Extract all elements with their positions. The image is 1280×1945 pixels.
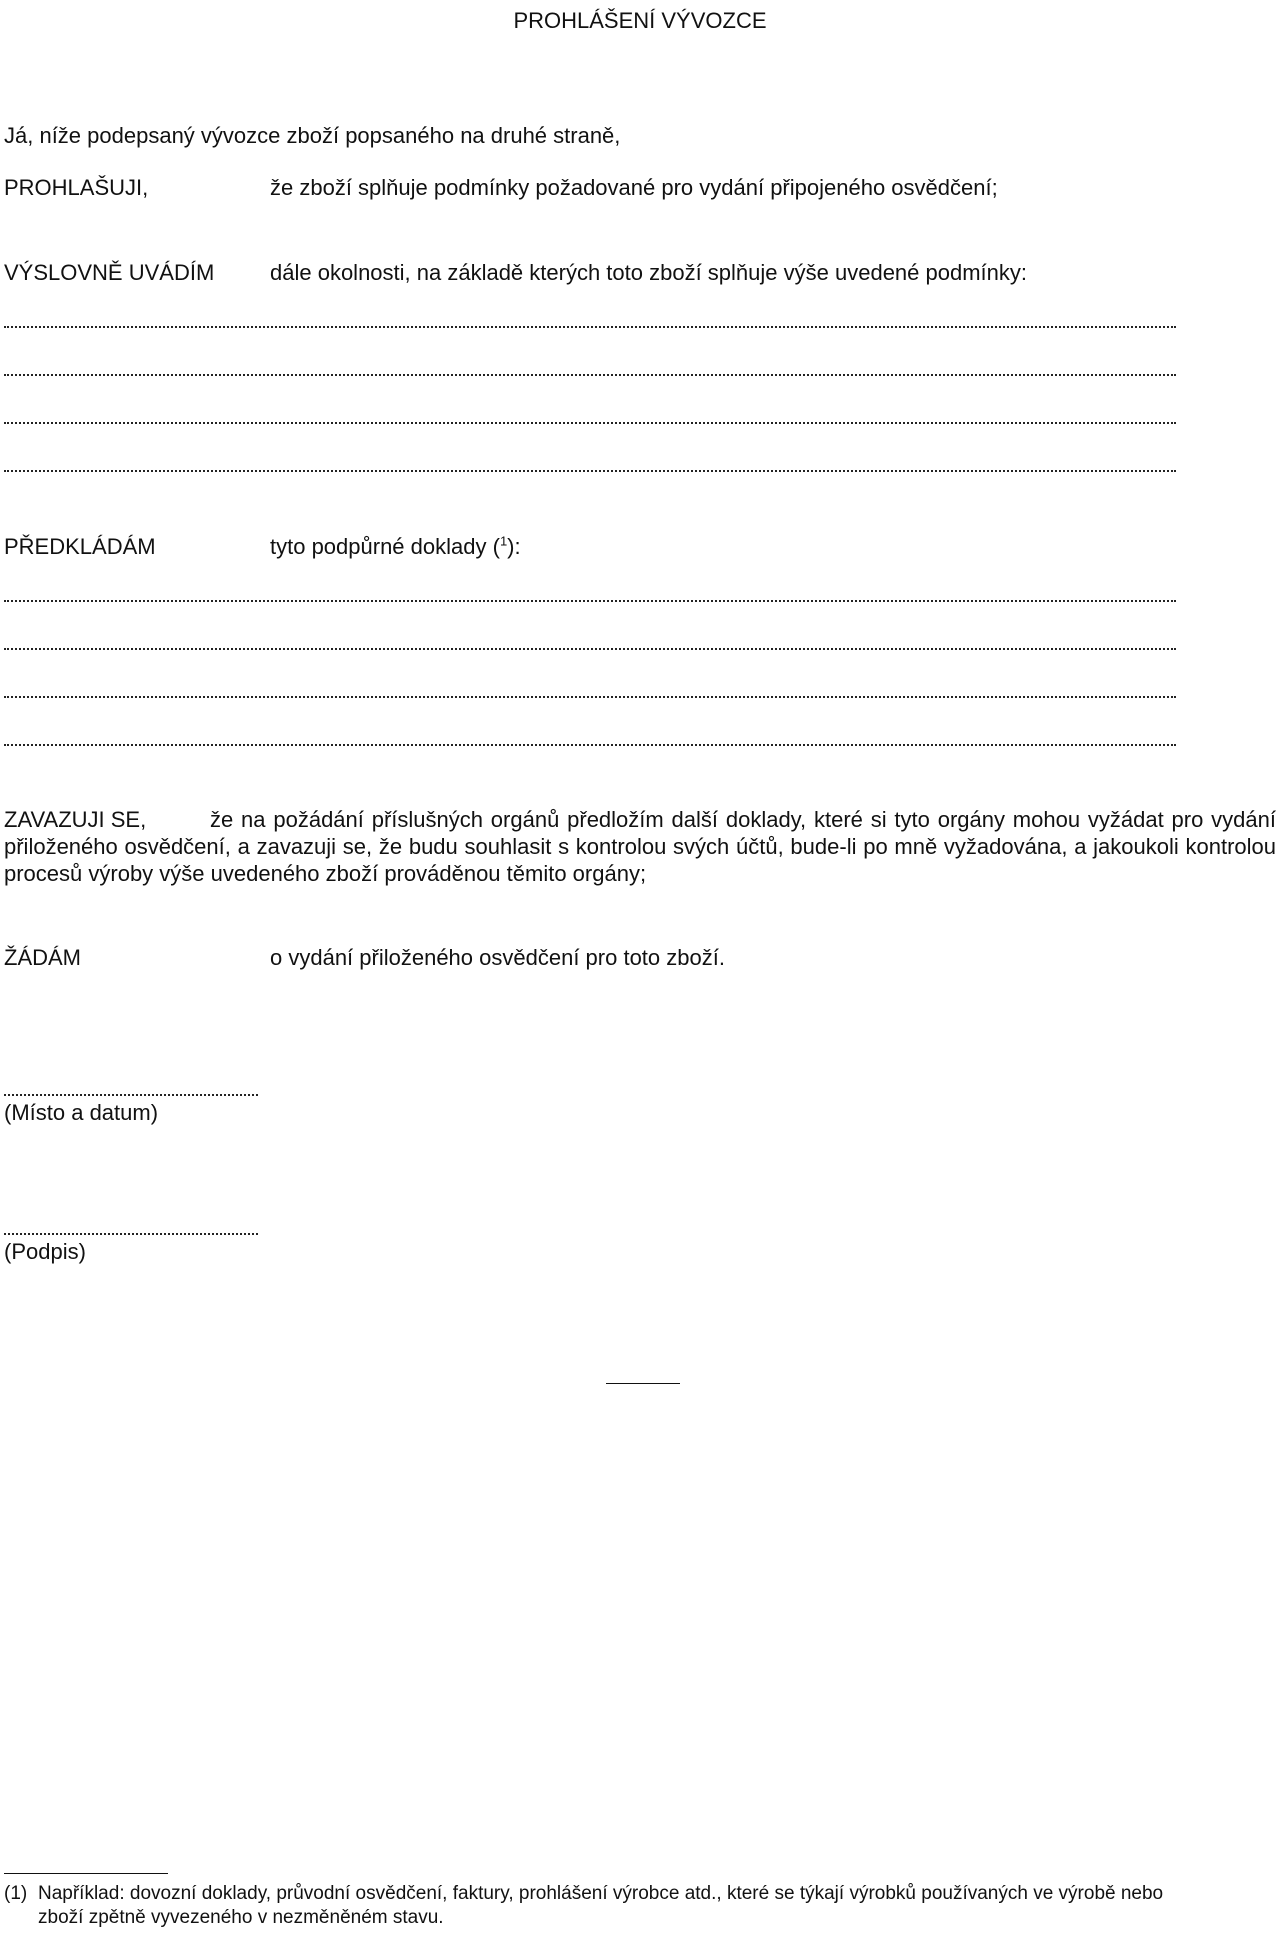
request-label: ŽÁDÁM bbox=[4, 945, 81, 970]
undertake-paragraph bbox=[4, 806, 1276, 887]
declare-label: PROHLAŠUJI, bbox=[4, 175, 149, 200]
circumstances-line-4[interactable] bbox=[4, 470, 1176, 472]
signature-line[interactable] bbox=[4, 1233, 258, 1235]
footnote-line-2: zboží zpětně vyvezeného v nezměněném stavu. bbox=[38, 1907, 444, 1928]
page-title: PROHLÁŠENÍ VÝVOZCE bbox=[513, 8, 767, 33]
undertake-text: že na požádání příslušných orgánů předložím další doklady, které si tyto orgány mohou vyžádat pro vydání přiloženého osvědčení, a zavazuji se, že budu souhlasit s kontrolou svých účtů, bude-li po mně vyžadována, a jakoukoli kontrolou procesů výroby výše uvedeného zboží prováděnou těmito orgány; bbox=[4, 807, 1276, 886]
footnote-ref: 1 bbox=[499, 533, 508, 549]
documents-line-1[interactable] bbox=[4, 600, 1176, 602]
documents-line-4[interactable] bbox=[4, 744, 1176, 746]
section-end-rule bbox=[606, 1383, 680, 1384]
submit-text: tyto podpůrné doklady ($^1$): bbox=[270, 533, 521, 559]
undertake-label: ZAVAZUJI SE, bbox=[4, 807, 147, 832]
circumstances-line-3[interactable] bbox=[4, 422, 1176, 424]
documents-line-3[interactable] bbox=[4, 696, 1176, 698]
state-text: dále okolnosti, na základě kterých toto zboží splňuje výše uvedené podmínky: bbox=[270, 260, 1028, 285]
footnote-line-1: Například: dovozní doklady, průvodní osvědčení, faktury, prohlášení výrobce atd., které se týkají výrobků používaných ve výrobě nebo bbox=[38, 1883, 1164, 1904]
circumstances-line-1[interactable] bbox=[4, 326, 1176, 328]
footnote bbox=[4, 1882, 1276, 1930]
footnote-rule bbox=[4, 1873, 168, 1874]
circumstances-line-2[interactable] bbox=[4, 374, 1176, 376]
footnote-mark: (1) bbox=[4, 1883, 28, 1904]
documents-line-2[interactable] bbox=[4, 648, 1176, 650]
place-date-line[interactable] bbox=[4, 1094, 258, 1096]
request-text: o vydání přiloženého osvědčení pro toto zboží. bbox=[270, 945, 725, 970]
state-label: VÝSLOVNĚ UVÁDÍM bbox=[4, 260, 215, 285]
place-date-label: (Místo a datum) bbox=[4, 1100, 159, 1125]
intro-text: Já, níže podepsaný vývozce zboží popsaného na druhé straně, bbox=[4, 123, 621, 148]
declare-text: že zboží splňuje podmínky požadované pro vydání připojeného osvědčení; bbox=[270, 175, 998, 200]
submit-label: PŘEDKLÁDÁM bbox=[4, 534, 156, 559]
signature-label: (Podpis) bbox=[4, 1239, 86, 1264]
